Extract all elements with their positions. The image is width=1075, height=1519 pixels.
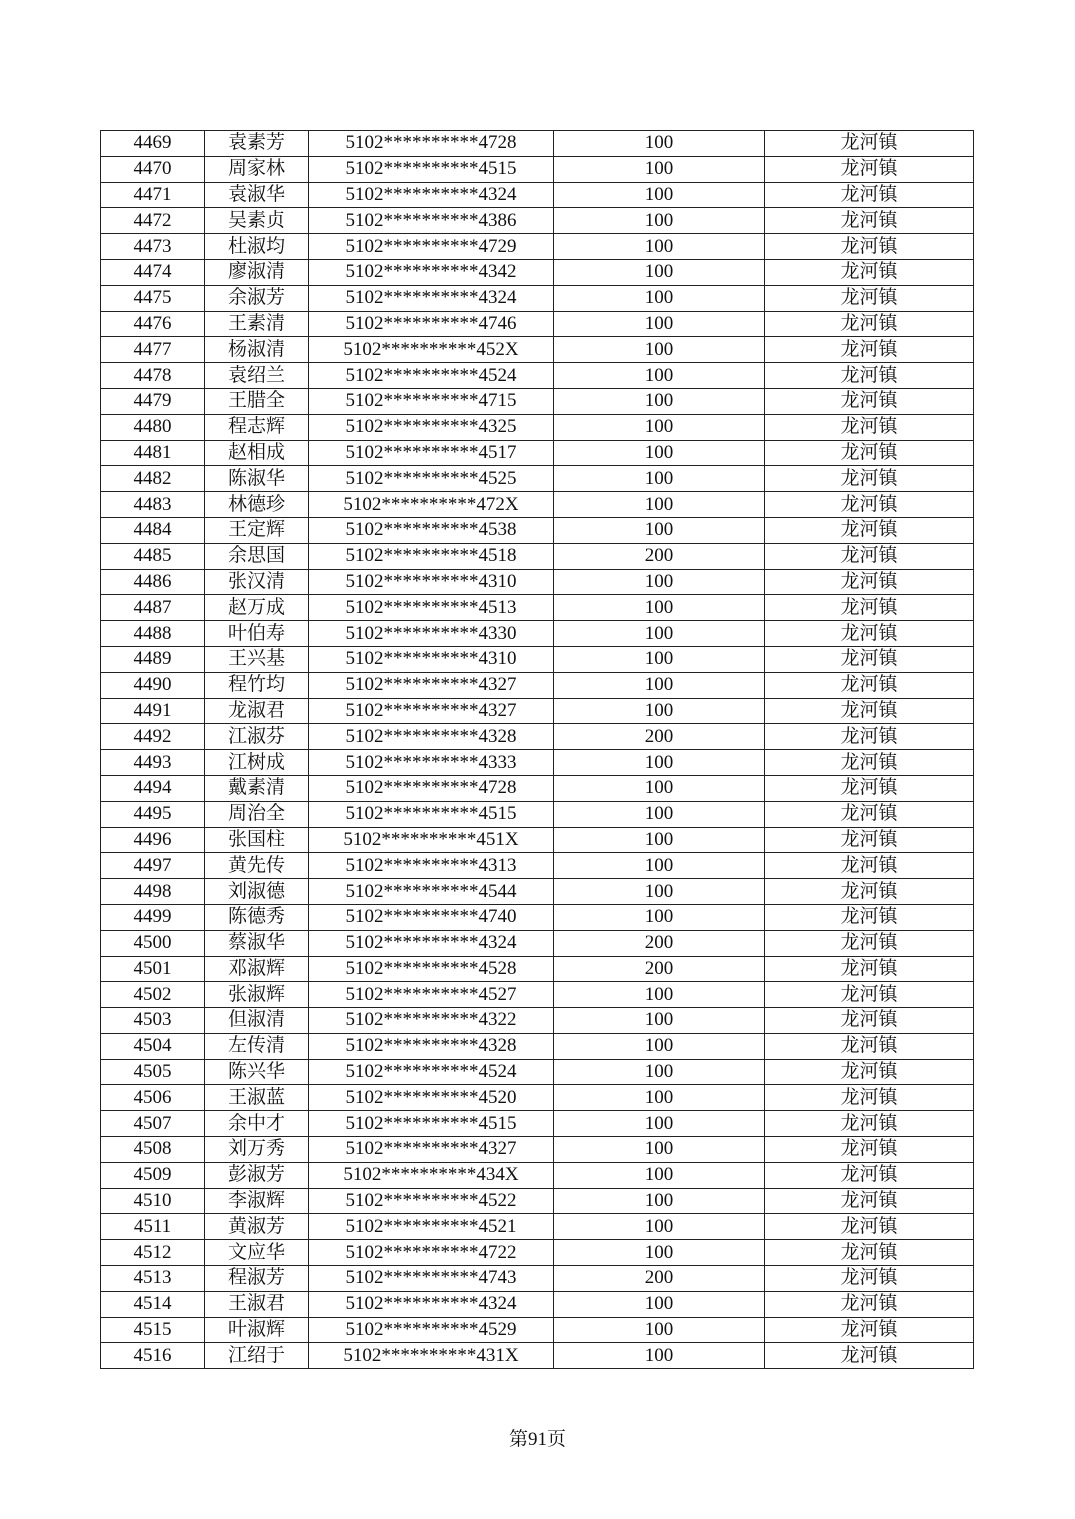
table-row <box>101 543 974 569</box>
roster-table <box>100 130 974 1369</box>
id-number-cell: 5102**********4333 <box>309 750 554 776</box>
id-number-cell: 5102**********4740 <box>309 904 554 930</box>
name-cell: 刘万秀 <box>205 1137 309 1163</box>
town-cell: 龙河镇 <box>765 853 974 879</box>
amount-cell: 100 <box>554 388 765 414</box>
id-number-cell: 5102**********4728 <box>309 131 554 157</box>
id-number-cell: 5102**********4518 <box>309 543 554 569</box>
amount-cell: 100 <box>554 621 765 647</box>
name-cell: 龙淑君 <box>205 698 309 724</box>
id-number-cell: 5102**********4729 <box>309 234 554 260</box>
town-cell: 龙河镇 <box>765 1291 974 1317</box>
town-cell: 龙河镇 <box>765 621 974 647</box>
town-cell: 龙河镇 <box>765 724 974 750</box>
row-number-cell: 4496 <box>101 827 205 853</box>
amount-cell: 100 <box>554 259 765 285</box>
name-cell: 赵相成 <box>205 440 309 466</box>
town-cell: 龙河镇 <box>765 440 974 466</box>
row-number-cell: 4488 <box>101 621 205 647</box>
town-cell: 龙河镇 <box>765 492 974 518</box>
id-number-cell: 5102**********4544 <box>309 879 554 905</box>
table-row <box>101 131 974 157</box>
town-cell: 龙河镇 <box>765 156 974 182</box>
id-number-cell: 5102**********4386 <box>309 208 554 234</box>
name-cell: 黄淑芳 <box>205 1214 309 1240</box>
id-number-cell: 5102**********4322 <box>309 1008 554 1034</box>
amount-cell: 200 <box>554 956 765 982</box>
town-cell: 龙河镇 <box>765 388 974 414</box>
town-cell: 龙河镇 <box>765 827 974 853</box>
town-cell: 龙河镇 <box>765 775 974 801</box>
amount-cell: 100 <box>554 1317 765 1343</box>
name-cell: 陈德秀 <box>205 904 309 930</box>
id-number-cell: 5102**********4746 <box>309 311 554 337</box>
name-cell: 袁素芳 <box>205 131 309 157</box>
id-number-cell: 5102**********434X <box>309 1162 554 1188</box>
table-row <box>101 285 974 311</box>
amount-cell: 100 <box>554 517 765 543</box>
table-row <box>101 879 974 905</box>
town-cell: 龙河镇 <box>765 982 974 1008</box>
id-number-cell: 5102**********4728 <box>309 775 554 801</box>
amount-cell: 100 <box>554 1008 765 1034</box>
id-number-cell: 5102**********472X <box>309 492 554 518</box>
amount-cell: 100 <box>554 569 765 595</box>
id-number-cell: 5102**********4525 <box>309 466 554 492</box>
name-cell: 邓淑辉 <box>205 956 309 982</box>
table-row <box>101 698 974 724</box>
amount-cell: 100 <box>554 131 765 157</box>
row-number-cell: 4502 <box>101 982 205 1008</box>
table-row <box>101 750 974 776</box>
town-cell: 龙河镇 <box>765 750 974 776</box>
id-number-cell: 5102**********452X <box>309 337 554 363</box>
name-cell: 文应华 <box>205 1240 309 1266</box>
town-cell: 龙河镇 <box>765 646 974 672</box>
row-number-cell: 4485 <box>101 543 205 569</box>
id-number-cell: 5102**********4520 <box>309 1085 554 1111</box>
name-cell: 叶淑辉 <box>205 1317 309 1343</box>
page-number: 第91页 <box>508 1429 566 1450</box>
amount-cell: 100 <box>554 1188 765 1214</box>
row-number-cell: 4492 <box>101 724 205 750</box>
row-number-cell: 4478 <box>101 363 205 389</box>
id-number-cell: 5102**********4521 <box>309 1214 554 1240</box>
name-cell: 王素清 <box>205 311 309 337</box>
row-number-cell: 4504 <box>101 1033 205 1059</box>
row-number-cell: 4498 <box>101 879 205 905</box>
name-cell: 廖淑清 <box>205 259 309 285</box>
table-row <box>101 311 974 337</box>
table-row <box>101 466 974 492</box>
table-row <box>101 1059 974 1085</box>
table-row <box>101 775 974 801</box>
name-cell: 杨淑清 <box>205 337 309 363</box>
amount-cell: 100 <box>554 285 765 311</box>
name-cell: 张淑辉 <box>205 982 309 1008</box>
amount-cell: 100 <box>554 1291 765 1317</box>
amount-cell: 100 <box>554 1214 765 1240</box>
amount-cell: 100 <box>554 775 765 801</box>
amount-cell: 100 <box>554 1033 765 1059</box>
row-number-cell: 4470 <box>101 156 205 182</box>
town-cell: 龙河镇 <box>765 1240 974 1266</box>
amount-cell: 100 <box>554 1111 765 1137</box>
row-number-cell: 4472 <box>101 208 205 234</box>
id-number-cell: 5102**********4515 <box>309 156 554 182</box>
name-cell: 左传清 <box>205 1033 309 1059</box>
town-cell: 龙河镇 <box>765 1085 974 1111</box>
amount-cell: 100 <box>554 1059 765 1085</box>
name-cell: 余思国 <box>205 543 309 569</box>
name-cell: 黄先传 <box>205 853 309 879</box>
amount-cell: 100 <box>554 466 765 492</box>
amount-cell: 100 <box>554 234 765 260</box>
row-number-cell: 4484 <box>101 517 205 543</box>
table-row <box>101 621 974 647</box>
table-row <box>101 517 974 543</box>
name-cell: 杜淑均 <box>205 234 309 260</box>
id-number-cell: 5102**********4324 <box>309 285 554 311</box>
amount-cell: 100 <box>554 156 765 182</box>
table-row <box>101 337 974 363</box>
name-cell: 王淑蓝 <box>205 1085 309 1111</box>
amount-cell: 100 <box>554 363 765 389</box>
name-cell: 张汉清 <box>205 569 309 595</box>
town-cell: 龙河镇 <box>765 569 974 595</box>
row-number-cell: 4477 <box>101 337 205 363</box>
town-cell: 龙河镇 <box>765 131 974 157</box>
row-number-cell: 4511 <box>101 1214 205 1240</box>
table-row <box>101 208 974 234</box>
id-number-cell: 5102**********4513 <box>309 595 554 621</box>
id-number-cell: 5102**********4313 <box>309 853 554 879</box>
name-cell: 蔡淑华 <box>205 930 309 956</box>
table-row <box>101 1317 974 1343</box>
row-number-cell: 4483 <box>101 492 205 518</box>
amount-cell: 100 <box>554 1162 765 1188</box>
id-number-cell: 5102**********4538 <box>309 517 554 543</box>
amount-cell: 100 <box>554 672 765 698</box>
name-cell: 袁绍兰 <box>205 363 309 389</box>
town-cell: 龙河镇 <box>765 904 974 930</box>
name-cell: 李淑辉 <box>205 1188 309 1214</box>
town-cell: 龙河镇 <box>765 234 974 260</box>
name-cell: 陈淑华 <box>205 466 309 492</box>
town-cell: 龙河镇 <box>765 1214 974 1240</box>
id-number-cell: 5102**********4743 <box>309 1266 554 1292</box>
amount-cell: 100 <box>554 414 765 440</box>
name-cell: 赵万成 <box>205 595 309 621</box>
row-number-cell: 4513 <box>101 1266 205 1292</box>
table-row <box>101 234 974 260</box>
amount-cell: 100 <box>554 982 765 1008</box>
name-cell: 袁淑华 <box>205 182 309 208</box>
town-cell: 龙河镇 <box>765 1033 974 1059</box>
table-row <box>101 672 974 698</box>
row-number-cell: 4514 <box>101 1291 205 1317</box>
table-row <box>101 801 974 827</box>
name-cell: 刘淑德 <box>205 879 309 905</box>
table-row <box>101 1291 974 1317</box>
town-cell: 龙河镇 <box>765 543 974 569</box>
id-number-cell: 5102**********4327 <box>309 1137 554 1163</box>
id-number-cell: 5102**********4324 <box>309 1291 554 1317</box>
table-row <box>101 724 974 750</box>
name-cell: 余中才 <box>205 1111 309 1137</box>
name-cell: 程淑芳 <box>205 1266 309 1292</box>
amount-cell: 100 <box>554 801 765 827</box>
row-number-cell: 4494 <box>101 775 205 801</box>
table-row <box>101 569 974 595</box>
id-number-cell: 5102**********4328 <box>309 724 554 750</box>
town-cell: 龙河镇 <box>765 517 974 543</box>
amount-cell: 100 <box>554 311 765 337</box>
table-row <box>101 956 974 982</box>
row-number-cell: 4486 <box>101 569 205 595</box>
id-number-cell: 5102**********4324 <box>309 182 554 208</box>
id-number-cell: 5102**********4722 <box>309 1240 554 1266</box>
town-cell: 龙河镇 <box>765 1008 974 1034</box>
table-row <box>101 595 974 621</box>
table-row <box>101 1240 974 1266</box>
row-number-cell: 4515 <box>101 1317 205 1343</box>
table-row <box>101 1214 974 1240</box>
row-number-cell: 4490 <box>101 672 205 698</box>
row-number-cell: 4482 <box>101 466 205 492</box>
table-row <box>101 853 974 879</box>
amount-cell: 100 <box>554 827 765 853</box>
name-cell: 王定辉 <box>205 517 309 543</box>
id-number-cell: 5102**********4515 <box>309 1111 554 1137</box>
row-number-cell: 4475 <box>101 285 205 311</box>
name-cell: 叶伯寿 <box>205 621 309 647</box>
row-number-cell: 4510 <box>101 1188 205 1214</box>
town-cell: 龙河镇 <box>765 1162 974 1188</box>
table-row <box>101 156 974 182</box>
town-cell: 龙河镇 <box>765 1317 974 1343</box>
amount-cell: 100 <box>554 492 765 518</box>
id-number-cell: 5102**********451X <box>309 827 554 853</box>
town-cell: 龙河镇 <box>765 363 974 389</box>
town-cell: 龙河镇 <box>765 879 974 905</box>
row-number-cell: 4489 <box>101 646 205 672</box>
amount-cell: 100 <box>554 595 765 621</box>
id-number-cell: 5102**********4529 <box>309 1317 554 1343</box>
row-number-cell: 4491 <box>101 698 205 724</box>
name-cell: 王兴基 <box>205 646 309 672</box>
amount-cell: 100 <box>554 208 765 234</box>
row-number-cell: 4493 <box>101 750 205 776</box>
town-cell: 龙河镇 <box>765 466 974 492</box>
town-cell: 龙河镇 <box>765 1137 974 1163</box>
id-number-cell: 5102**********4527 <box>309 982 554 1008</box>
row-number-cell: 4479 <box>101 388 205 414</box>
town-cell: 龙河镇 <box>765 1343 974 1369</box>
table-row <box>101 1111 974 1137</box>
town-cell: 龙河镇 <box>765 595 974 621</box>
town-cell: 龙河镇 <box>765 311 974 337</box>
row-number-cell: 4473 <box>101 234 205 260</box>
amount-cell: 100 <box>554 337 765 363</box>
row-number-cell: 4495 <box>101 801 205 827</box>
name-cell: 江树成 <box>205 750 309 776</box>
table-row <box>101 259 974 285</box>
town-cell: 龙河镇 <box>765 698 974 724</box>
row-number-cell: 4507 <box>101 1111 205 1137</box>
table-row <box>101 904 974 930</box>
name-cell: 彭淑芳 <box>205 1162 309 1188</box>
name-cell: 程竹均 <box>205 672 309 698</box>
town-cell: 龙河镇 <box>765 1266 974 1292</box>
table-row <box>101 1188 974 1214</box>
amount-cell: 200 <box>554 543 765 569</box>
row-number-cell: 4481 <box>101 440 205 466</box>
row-number-cell: 4505 <box>101 1059 205 1085</box>
name-cell: 吴素贞 <box>205 208 309 234</box>
id-number-cell: 5102**********4324 <box>309 930 554 956</box>
table-row <box>101 1033 974 1059</box>
row-number-cell: 4476 <box>101 311 205 337</box>
amount-cell: 100 <box>554 879 765 905</box>
id-number-cell: 5102**********4522 <box>309 1188 554 1214</box>
town-cell: 龙河镇 <box>765 182 974 208</box>
name-cell: 戴素清 <box>205 775 309 801</box>
row-number-cell: 4516 <box>101 1343 205 1369</box>
table-row <box>101 1343 974 1369</box>
name-cell: 周治全 <box>205 801 309 827</box>
table-row <box>101 827 974 853</box>
name-cell: 王腊全 <box>205 388 309 414</box>
id-number-cell: 5102**********4328 <box>309 1033 554 1059</box>
amount-cell: 100 <box>554 698 765 724</box>
row-number-cell: 4487 <box>101 595 205 621</box>
row-number-cell: 4480 <box>101 414 205 440</box>
amount-cell: 100 <box>554 853 765 879</box>
town-cell: 龙河镇 <box>765 1059 974 1085</box>
row-number-cell: 4501 <box>101 956 205 982</box>
name-cell: 陈兴华 <box>205 1059 309 1085</box>
town-cell: 龙河镇 <box>765 259 974 285</box>
town-cell: 龙河镇 <box>765 285 974 311</box>
id-number-cell: 5102**********4715 <box>309 388 554 414</box>
town-cell: 龙河镇 <box>765 672 974 698</box>
amount-cell: 100 <box>554 750 765 776</box>
town-cell: 龙河镇 <box>765 930 974 956</box>
row-number-cell: 4469 <box>101 131 205 157</box>
table-row <box>101 414 974 440</box>
amount-cell: 100 <box>554 646 765 672</box>
name-cell: 张国柱 <box>205 827 309 853</box>
amount-cell: 200 <box>554 930 765 956</box>
id-number-cell: 5102**********4330 <box>309 621 554 647</box>
row-number-cell: 4471 <box>101 182 205 208</box>
amount-cell: 100 <box>554 1085 765 1111</box>
row-number-cell: 4474 <box>101 259 205 285</box>
roster-table-body <box>101 131 974 1369</box>
id-number-cell: 5102**********4342 <box>309 259 554 285</box>
row-number-cell: 4497 <box>101 853 205 879</box>
name-cell: 余淑芳 <box>205 285 309 311</box>
name-cell: 程志辉 <box>205 414 309 440</box>
id-number-cell: 5102**********4528 <box>309 956 554 982</box>
row-number-cell: 4500 <box>101 930 205 956</box>
table-row <box>101 930 974 956</box>
id-number-cell: 5102**********4524 <box>309 363 554 389</box>
amount-cell: 100 <box>554 440 765 466</box>
id-number-cell: 5102**********4310 <box>309 569 554 595</box>
town-cell: 龙河镇 <box>765 414 974 440</box>
name-cell: 周家林 <box>205 156 309 182</box>
table-row <box>101 492 974 518</box>
row-number-cell: 4508 <box>101 1137 205 1163</box>
town-cell: 龙河镇 <box>765 337 974 363</box>
row-number-cell: 4506 <box>101 1085 205 1111</box>
town-cell: 龙河镇 <box>765 801 974 827</box>
amount-cell: 100 <box>554 182 765 208</box>
table-row <box>101 1266 974 1292</box>
town-cell: 龙河镇 <box>765 956 974 982</box>
amount-cell: 100 <box>554 1137 765 1163</box>
row-number-cell: 4509 <box>101 1162 205 1188</box>
name-cell: 林德珍 <box>205 492 309 518</box>
table-row <box>101 1085 974 1111</box>
row-number-cell: 4512 <box>101 1240 205 1266</box>
name-cell: 但淑清 <box>205 1008 309 1034</box>
table-row <box>101 646 974 672</box>
amount-cell: 200 <box>554 1266 765 1292</box>
name-cell: 江绍于 <box>205 1343 309 1369</box>
town-cell: 龙河镇 <box>765 208 974 234</box>
amount-cell: 100 <box>554 1343 765 1369</box>
table-row <box>101 182 974 208</box>
id-number-cell: 5102**********4517 <box>309 440 554 466</box>
id-number-cell: 5102**********4327 <box>309 698 554 724</box>
row-number-cell: 4499 <box>101 904 205 930</box>
table-row <box>101 1008 974 1034</box>
row-number-cell: 4503 <box>101 1008 205 1034</box>
table-row <box>101 1162 974 1188</box>
town-cell: 龙河镇 <box>765 1111 974 1137</box>
table-row <box>101 1137 974 1163</box>
table-row <box>101 388 974 414</box>
amount-cell: 100 <box>554 904 765 930</box>
id-number-cell: 5102**********431X <box>309 1343 554 1369</box>
id-number-cell: 5102**********4325 <box>309 414 554 440</box>
name-cell: 王淑君 <box>205 1291 309 1317</box>
id-number-cell: 5102**********4310 <box>309 646 554 672</box>
table-row <box>101 440 974 466</box>
town-cell: 龙河镇 <box>765 1188 974 1214</box>
table-row <box>101 363 974 389</box>
id-number-cell: 5102**********4524 <box>309 1059 554 1085</box>
id-number-cell: 5102**********4327 <box>309 672 554 698</box>
amount-cell: 100 <box>554 1240 765 1266</box>
name-cell: 江淑芬 <box>205 724 309 750</box>
table-row <box>101 982 974 1008</box>
amount-cell: 200 <box>554 724 765 750</box>
id-number-cell: 5102**********4515 <box>309 801 554 827</box>
